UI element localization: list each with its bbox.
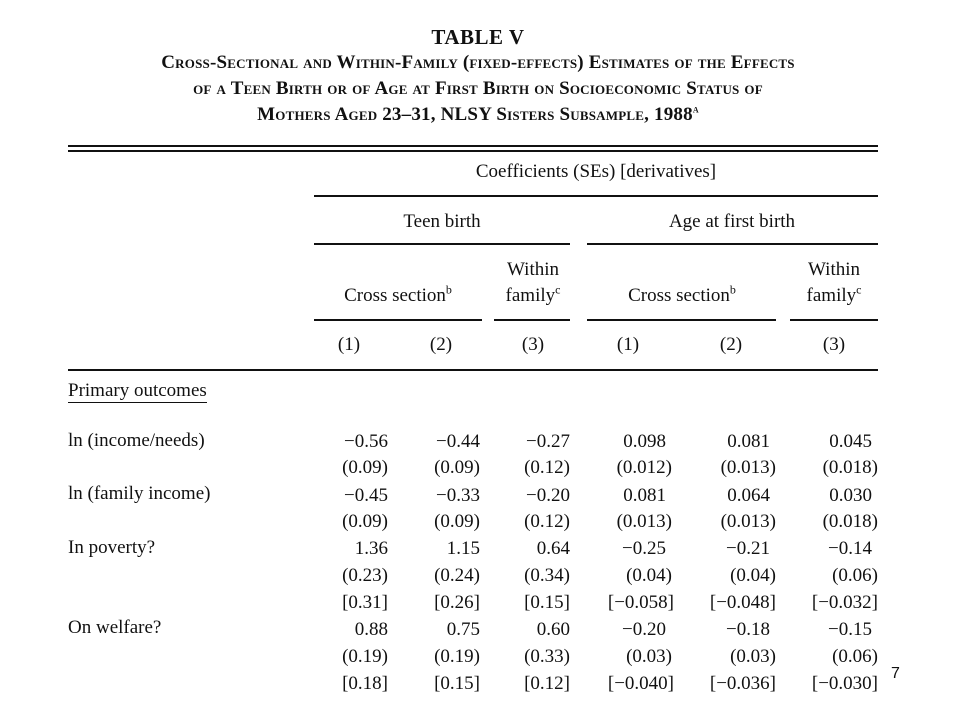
subheader-rule-cross-teen (314, 319, 482, 321)
table-cell: (0.013) (720, 511, 776, 532)
table-caption-line-2: of a Teen Birth or of Age at First Birth on Socioeconomic Status of (193, 78, 763, 99)
table-caption-line-1: Cross-Sectional and Within-Family (fixed-effects) Estimates of the Effects (161, 52, 795, 73)
table-cell: [0.15] (434, 673, 480, 694)
table-cell: −0.15 (828, 619, 872, 640)
subheader-rule-within-age (790, 319, 878, 321)
table-cell: (0.34) (524, 565, 570, 586)
table-cell: (0.018) (822, 511, 878, 532)
table-cell: [−0.036] (709, 673, 776, 694)
table-cell: [0.12] (524, 673, 570, 694)
table-cell: 0.60 (536, 619, 570, 640)
col-number-4: (1) (616, 334, 640, 355)
table-cell: (0.19) (342, 646, 388, 667)
subheader-cross-section-age: Cross section$^b$ (628, 282, 736, 306)
table-cell: 0.081 (727, 431, 770, 452)
table-cell: (0.12) (524, 511, 570, 532)
table-cell: [0.26] (434, 592, 480, 613)
col-number-5: (2) (719, 334, 743, 355)
table-cell: −0.33 (436, 485, 480, 506)
table-cell: 0.64 (536, 538, 570, 559)
subheader-cross-section-teen: Cross section$^b$ (344, 282, 452, 306)
table-cell: −0.14 (828, 538, 872, 559)
table-cell: (0.03) (626, 646, 672, 667)
table-cell: [0.15] (524, 592, 570, 613)
table-cell: 1.15 (446, 538, 480, 559)
table-cell: 0.030 (829, 485, 872, 506)
top-rule-2 (68, 150, 878, 152)
subheader-rule-cross-age (587, 319, 776, 321)
table-cell: −0.45 (344, 485, 388, 506)
subheader-rule-within-teen (494, 319, 570, 321)
col-number-6: (3) (822, 334, 846, 355)
table-cell: −0.44 (436, 431, 480, 452)
table-cell: (0.33) (524, 646, 570, 667)
group-rule-teen (314, 243, 570, 245)
table-cell: [−0.048] (709, 592, 776, 613)
table-cell: [0.18] (342, 673, 388, 694)
table-cell: 1.36 (354, 538, 388, 559)
row-label: ln (family income) (68, 483, 211, 504)
table-cell: [−0.058] (607, 592, 674, 613)
table-cell: [−0.040] (607, 673, 674, 694)
table-cell: (0.013) (616, 511, 672, 532)
table-cell: (0.09) (342, 511, 388, 532)
group-header-teen-birth: Teen birth (403, 211, 481, 232)
col-number-1: (1) (337, 334, 361, 355)
table-cell: (0.04) (730, 565, 776, 586)
col-number-2: (2) (429, 334, 453, 355)
subheader-within-line2-teen: family$^c$ (505, 282, 561, 306)
table-caption-line-3: Mothers Aged 23–31, NLSY Sisters Subsample, 1988 (257, 104, 693, 125)
table-cell: −0.27 (526, 431, 570, 452)
table-cell: (0.03) (730, 646, 776, 667)
spanner-rule (314, 195, 878, 197)
top-rule-1 (68, 145, 878, 147)
table-cell: −0.56 (344, 431, 388, 452)
subheader-within-line1-teen: Within (506, 259, 560, 280)
table-cell: (0.012) (616, 457, 672, 478)
table-cell: (0.04) (626, 565, 672, 586)
section-label-primary-outcomes: Primary outcomes (68, 380, 207, 401)
table-cell: (0.018) (822, 457, 878, 478)
row-label: On welfare? (68, 617, 162, 638)
table-cell: (0.09) (434, 511, 480, 532)
table-cell: (0.23) (342, 565, 388, 586)
row-label: In poverty? (68, 537, 156, 558)
table-cell: [−0.030] (811, 673, 878, 694)
table-cell: 0.88 (354, 619, 388, 640)
table-cell: [−0.032] (811, 592, 878, 613)
table-cell: −0.25 (622, 538, 666, 559)
table-cell: (0.013) (720, 457, 776, 478)
table-cell: (0.09) (434, 457, 480, 478)
table-cell: 0.75 (446, 619, 480, 640)
table-cell: (0.12) (524, 457, 570, 478)
table-cell: (0.19) (434, 646, 480, 667)
table-title-block (60, 24, 896, 128)
table-cell: 0.081 (623, 485, 666, 506)
subheader-within-line1-age: Within (807, 259, 861, 280)
table-cell: 0.064 (727, 485, 770, 506)
spanner-header: Coefficients (SEs) [derivatives] (475, 161, 717, 182)
slide-page-number: 7 (891, 665, 900, 682)
table-cell: (0.06) (832, 565, 878, 586)
table-cell: (0.06) (832, 646, 878, 667)
row-label: ln (income/needs) (68, 430, 205, 451)
table-cell: −0.21 (726, 538, 770, 559)
table-cell: [0.31] (342, 592, 388, 613)
group-header-age-first-birth: Age at first birth (668, 211, 796, 232)
table-cell: −0.18 (726, 619, 770, 640)
table-label: TABLE V (431, 25, 525, 49)
caption-footnote-marker: a (692, 101, 699, 116)
table-cell: (0.24) (434, 565, 480, 586)
table-cell: 0.045 (829, 431, 872, 452)
col-number-3: (3) (521, 334, 545, 355)
header-bottom-rule (68, 369, 878, 371)
table-cell: −0.20 (622, 619, 666, 640)
group-rule-age (587, 243, 878, 245)
table-cell: (0.09) (342, 457, 388, 478)
table-cell: 0.098 (623, 431, 666, 452)
table-cell: −0.20 (526, 485, 570, 506)
subheader-within-line2-age: family$^c$ (806, 282, 862, 306)
